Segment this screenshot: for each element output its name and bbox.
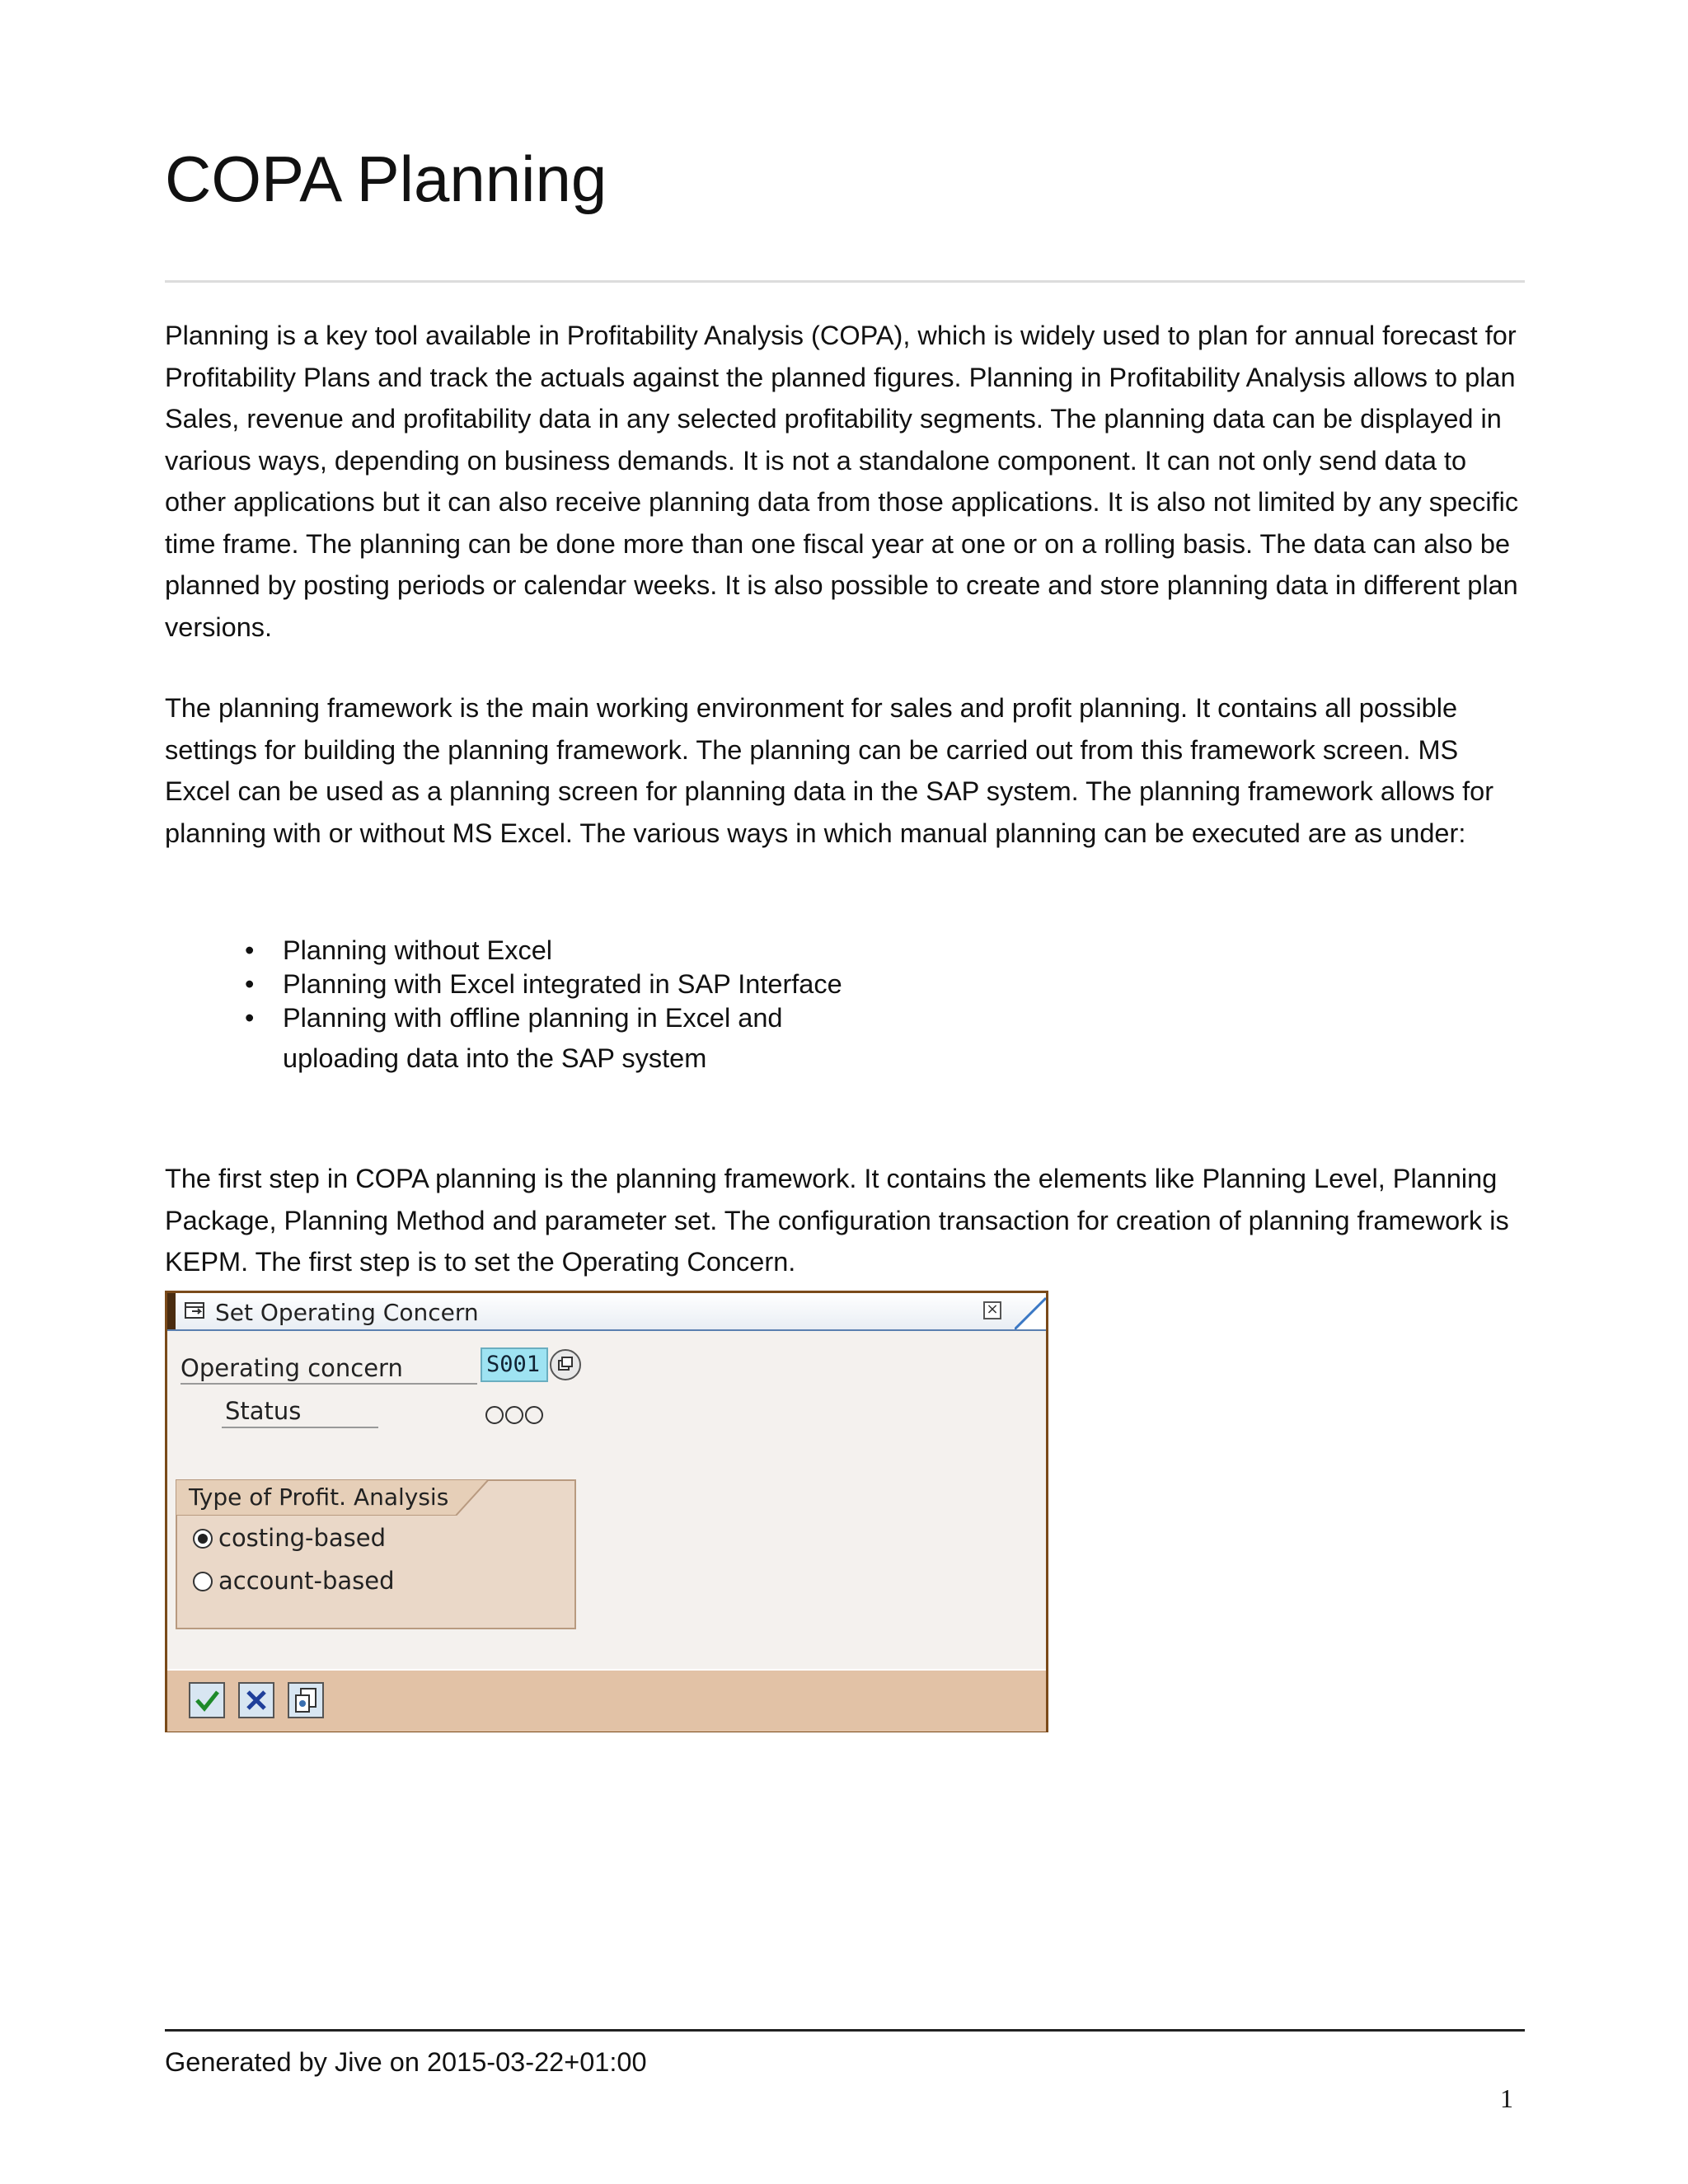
status-label: Status — [225, 1397, 302, 1425]
title-divider — [165, 280, 1525, 283]
set-operating-concern-dialog — [165, 1291, 1048, 1732]
operating-concern-label: Operating concern — [181, 1354, 403, 1382]
checkmark-icon[interactable] — [189, 1682, 225, 1718]
radio-account-based[interactable]: account-based — [192, 1567, 395, 1595]
list-item: • Planning with offline planning in Excel and uploading data into the SAP system — [165, 1001, 842, 1081]
operating-concern-input[interactable]: S001 — [481, 1347, 548, 1382]
page-title: COPA Planning — [165, 143, 607, 215]
profit-analysis-type-group — [176, 1479, 576, 1629]
paragraph-intro: Planning is a key tool available in Profitability Analysis (COPA), which is widely used to plan for annual forecast for Profitability Plans and track the actuals against the planned figures. Planning in Profitability Analysis allows to plan Sales, revenue and profitability data in any selected profitability segments. The planning data can be displayed in various ways, depending on business demands. It is not a standalone component. It can not only send data to other applications but it can also receive planning data from those applications. It is also not limited by any specific time frame. The planning can be done more than one fiscal year at one or on a rolling basis. The data can also be planned by posting periods or calendar weeks. It is also possible to create and store planning data in different plan versions. — [165, 321, 1519, 642]
other-operating-concern-icon[interactable] — [288, 1682, 324, 1718]
planning-methods-list — [165, 934, 842, 1081]
list-item: • Planning without Excel — [165, 934, 842, 968]
radio-selected-icon[interactable] — [192, 1528, 213, 1549]
status-lights-icon — [485, 1404, 544, 1427]
possible-entries-icon[interactable] — [548, 1347, 583, 1382]
paragraph-first-step: The first step in COPA planning is the planning framework. It contains the elements like Planning Level, Planning Package, Planning Method and parameter set. The configuration transaction for creation of planning framework is KEPM. The first step is to set the Operating Concern. — [165, 1164, 1509, 1277]
dialog-title: Set Operating Concern — [215, 1299, 479, 1326]
close-icon[interactable]: × — [983, 1301, 1001, 1319]
generated-footer: Generated by Jive on 2015-03-22+01:00 — [165, 2047, 647, 2077]
cancel-x-icon[interactable] — [238, 1682, 274, 1718]
dialog-titlebar — [167, 1293, 1046, 1331]
paragraph-framework: The planning framework is the main working environment for sales and profit planning. It contains all possible settings for building the planning framework. The planning can be carried out from this framework screen. MS Excel can be used as a planning screen for planning data in the SAP system. The planning framework allows for planning with or without MS Excel. The various ways in which manual planning can be executed are as under: — [165, 693, 1494, 848]
group-title: Type of Profit. Analysis — [189, 1483, 449, 1511]
dialog-footer — [167, 1669, 1046, 1732]
titlebar-corner — [1015, 1293, 1046, 1329]
radio-unselected-icon[interactable] — [192, 1571, 213, 1592]
dialog-window-icon — [184, 1301, 207, 1320]
radio-costing-based[interactable]: costing-based — [192, 1524, 386, 1552]
page-number: 1 — [1500, 2083, 1513, 2113]
footer-divider — [165, 2029, 1525, 2032]
list-item: • Planning with Excel integrated in SAP Interface — [165, 968, 842, 1001]
